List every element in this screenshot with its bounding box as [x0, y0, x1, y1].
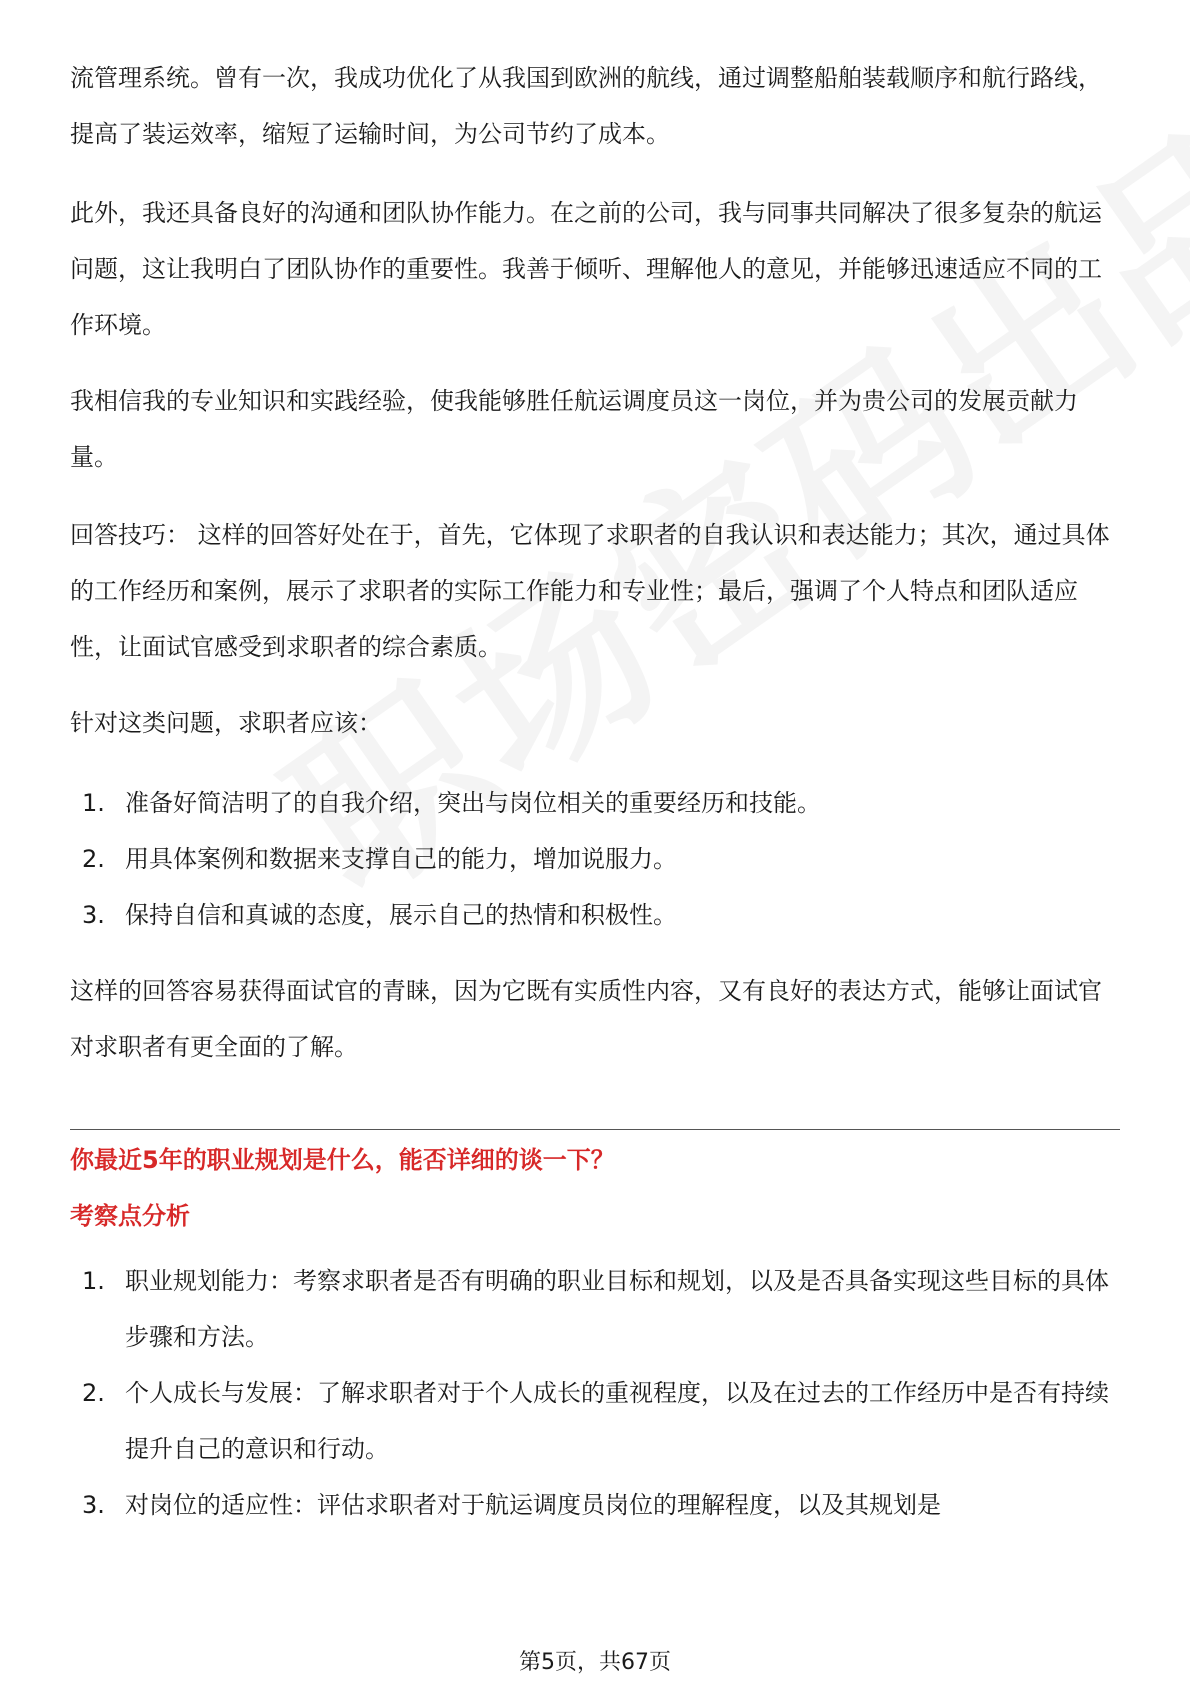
- list-number: 1.: [82, 1267, 105, 1295]
- analysis-heading: 考察点分析: [70, 1202, 190, 1230]
- analysis-points-list: [70, 1253, 1120, 1533]
- list-item-text: 个人成长与发展：了解求职者对于个人成长的重视程度，以及在过去的工作经历中是否有持续提升自己的意识和行动。: [125, 1379, 1109, 1463]
- list-item: [70, 775, 1120, 831]
- paragraph-advice-intro: 针对这类问题，求职者应该：: [70, 709, 382, 737]
- paragraph-answer-tips: 回答技巧： 这样的回答好处在于，首先，它体现了求职者的自我认识和表达能力；其次，通过具体的工作经历和案例，展示了求职者的实际工作能力和专业性；最后，强调了个人特点和团队适应性，让面试官感受到求职者的综合素质。: [70, 521, 1110, 661]
- list-item-text: 准备好简洁明了的自我介绍，突出与岗位相关的重要经历和技能。: [125, 789, 821, 817]
- page-number-footer: 第5页，共67页: [519, 1650, 671, 1675]
- question-title: 你最近5年的职业规划是什么，能否详细的谈一下？: [70, 1146, 615, 1174]
- list-number: 2.: [82, 845, 105, 873]
- list-number: 3.: [82, 901, 105, 929]
- list-item-text: 用具体案例和数据来支撑自己的能力，增加说服力。: [125, 845, 677, 873]
- list-item: [70, 887, 1120, 943]
- list-number: 3.: [82, 1491, 105, 1519]
- list-item: [70, 831, 1120, 887]
- paragraph-confidence: 我相信我的专业知识和实践经验，使我能够胜任航运调度员这一岗位，并为贵公司的发展贡献力量。: [70, 387, 1078, 471]
- list-number: 2.: [82, 1379, 105, 1407]
- section-divider: [70, 1129, 1120, 1130]
- list-number: 1.: [82, 789, 105, 817]
- advice-list: [70, 775, 1120, 943]
- list-item: [70, 1253, 1120, 1365]
- paragraph-conclusion: 这样的回答容易获得面试官的青睐，因为它既有实质性内容，又有良好的表达方式，能够让面试官对求职者有更全面的了解。: [70, 977, 1102, 1061]
- list-item: [70, 1477, 1120, 1533]
- list-item-text: 保持自信和真诚的态度，展示自己的热情和积极性。: [125, 901, 677, 929]
- list-item-text: 职业规划能力：考察求职者是否有明确的职业目标和规划，以及是否具备实现这些目标的具体步骤和方法。: [125, 1267, 1109, 1351]
- paragraph-teamwork: 此外，我还具备良好的沟通和团队协作能力。在之前的公司，我与同事共同解决了很多复杂的航运问题，这让我明白了团队协作的重要性。我善于倾听、理解他人的意见，并能够迅速适应不同的工作环境。: [70, 199, 1102, 339]
- paragraph-experience: 流管理系统。曾有一次，我成功优化了从我国到欧洲的航线，通过调整船舶装载顺序和航行路线，提高了装运效率，缩短了运输时间，为公司节约了成本。: [70, 64, 1102, 148]
- list-item-text: 对岗位的适应性：评估求职者对于航运调度员岗位的理解程度，以及其规划是: [125, 1491, 941, 1519]
- list-item: [70, 1365, 1120, 1477]
